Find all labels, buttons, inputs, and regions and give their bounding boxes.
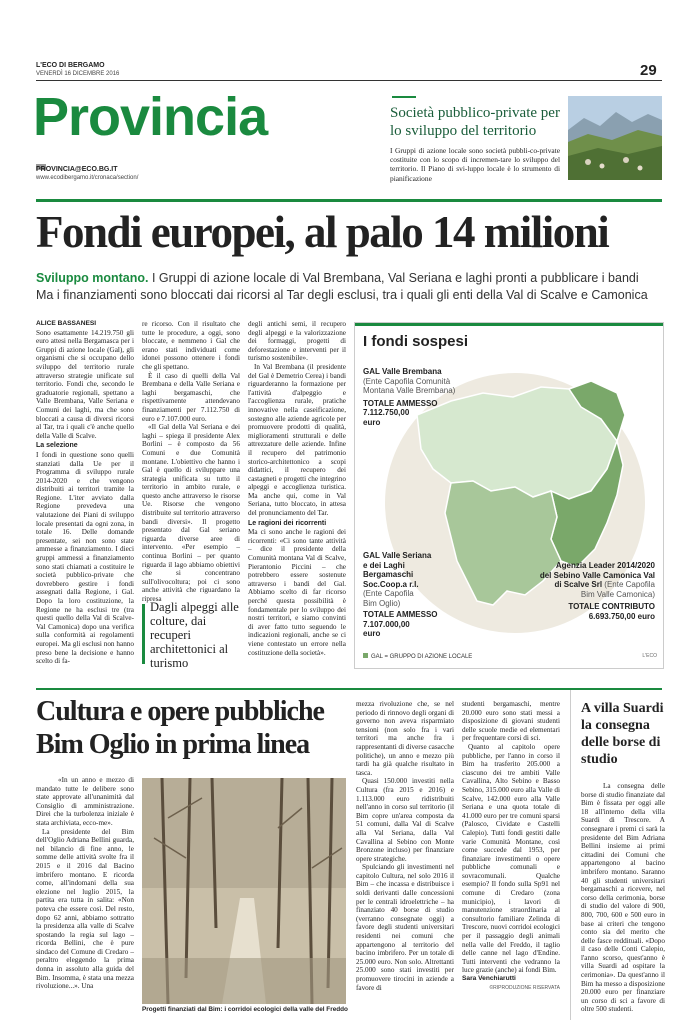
pullquote-bar [142,604,145,664]
map-legend [363,653,472,660]
paper-name: L'ECO DI BERGAMO [36,62,105,69]
article1-subhead-ricorrenti: Le ragioni dei ricorrenti [248,519,327,527]
gal3-block [540,561,655,621]
article2-headline-2: Bim Oglio in prima linea [36,729,310,760]
map-credit: L'ECO [642,653,657,659]
article2-col1 [36,776,134,991]
gal1-amount: 7.112.750,00 [363,408,410,417]
article1-p6: degli antichi semi, il recupero degli alpeggi e la valorizzazione dei formaggi, progetti di deforestazione e interventi per il turismo sostenibile». [248,320,346,363]
article2-p5: Spulciando gli investimenti nel capitolo Cultura, nel solo 2016 il Bim – che incassa e distribuisce i soldi derivanti dalle concessioni per le centrali idroelettriche – ha finanziato 40 borse di studio (verranno consegnate oggi) a favore degli studenti universitari residenti nei comuni che appartengono al territorio del bacino imbrifero. Per un totale di 25.000 euro. Non solo. Altrettanti 25.000 sono stati investiti per promuovere tirocini in aziende a favore di [356,863,454,992]
article2-p2: La presidente del Bim dell'Oglio Adriana Bellini guarda, nel bilancio di fine anno, le somme delle attività svolte fra il 2015 e il 2016 dal Bacino imbrifero montano. E ricorda come, all'indomani della sua elezione nel luglio 2015, la partita era tutta in salita: «Non poteva che essere così. Del resto, dopo 62 anni, abbiamo sottratto la presidenza alla valle di Scalve spostando la regia sul lago – ricorda Bellini, che è pure sindaco del Comune di Credaro – peraltro eleggendo la prima donna in assoluto alla guida del Bim. Insomma, è stata una mezza rivoluzione...». Una [36,827,134,991]
article1-p5: «Il Gal della Val Seriana e dei laghi – spiega il presidente Alex Borlini – è composto da 56 Comuni e due Comunità montane. L'obiettivo che hanno i Gal è quello di sviluppare una strategia unificata su tutto il territorio in ambito rurale, e questo anche attraverso le risorse Ue. Risorse che vengono distribuite sul territorio attraverso bandi diversi». Il progetto presentato dal Gal seriano riguarda diverse aree di intervento. «Per esempio – continua Borlini – per quanto riguarda il lago abbiamo obiettivi che si concentrano sull'olivocoltura; poi ci sono anche attività che riguardano la ripresa [142,423,240,603]
subhead-kicker: Sviluppo montano. [36,271,149,285]
article1-p7: In Val Brembana (il presidente del Gal è Demetrio Cerea) i bandi riguarderanno la formazione per l'attività d'alpeggio e l'accoglienza rurale, pratiche innovative nella caseificazione, sostegno alle aziende agricole per promuovere prodotti di qualità, miglioramenti strutturali e delle attrezzature delle aziende. Infine il recupero del patrimonio storico-architettonico a scopi didattici, il recupero dei castagneti e progetti che integrino alpeggi e accoglienza turistica. Ma anche qui, come in Val Seriana, tutto bloccato, in attesa del pronunciamento del Tar. [248,362,346,518]
gal1-sub2: Montana Valle Brembana) [363,386,456,395]
sidebar-title: A villa Suardi la consegna delle borse di studio [581,701,664,767]
subhead-line2: Ma i finanziamenti sono bloccati dai ricorsi al Tar degli esclusi, tra i quali gli enti della Val di Scalve e Camonica [36,288,648,302]
sidebar-box [570,690,663,1020]
section-title: Provincia [33,87,268,147]
gal3-l3-line [540,580,655,590]
gal1-block [363,367,455,427]
middle-green-rule [36,688,662,690]
gal2-sub1: (Ente Capofila [363,589,414,598]
legend-swatch [363,653,368,658]
article1-p4: È il caso di quelli della Val Brembana e della Valle Seriana e laghi bergamaschi, che rispettivamente attendevano finanziamenti per 7.112.750 di euro e 7.107.000 euro. [142,371,240,423]
article2-headline-1: Cultura e opere pubbliche [36,696,324,727]
gal3-sub2: Bim Valle Camonica) [580,589,655,599]
map-title: I fondi sospesi [363,333,469,350]
forest-photo [142,778,346,1004]
gal1-sub1: (Ente Capofila Comunità [363,376,451,386]
page-number: 29 [640,62,657,79]
gal2-l1: GAL Valle Seriana [363,551,432,560]
gal3-l1: Agenzia Leader 2014/2020 [555,561,655,570]
gal2-unit: euro [363,629,381,638]
article2-col2 [356,700,454,992]
gal1-label: TOTALE AMMESSO [363,398,438,408]
article2-p3: mezza rivoluzione che, se nel periodo di rinnovo degli organi di governo non aveva risparmiato tensioni (non solo fra i vari territori ma anche fra i rappresentanti di diverse casacche politiche), un anno e mezzo più tardi ha già qualche risultato in tasca. [356,700,454,777]
gal1-unit: euro [363,417,381,427]
gal3-l2: del Sebino Valle Camonica Val [539,570,655,580]
teaser-body: I Gruppi di azione locale sono società pubbli-co-private costituite con lo scopo di incremen-tare lo sviluppo del territorio. Il Piano di svi-luppo locale è lo strumento di pianificazione [390,146,560,183]
article1-byline: ALICE BASSANESI [36,320,97,327]
gal2-l2: e dei Laghi [363,560,405,570]
article1-p2: I fondi in questione sono quelli stanziati dalla Ue per il Programma di sviluppo rurale 2014-2020 e che vengono distribuiti ai territori tramite la Regione. L'iter avviato dalla Regione prevedeva una valutazione dei Piani di sviluppo locale presentati da ogni zona, in totale 16. Delle domande presentate, sei non sono state ammesse a finanziamento. I dieci gruppi ammessi a finanziamento sono stati chiamati a costituire le società pubblico-private che dovrebbero gestire i fondi assegnati dalla Regione, i Gal. Dopo la loro costituzione, la Regione ne ha esclusi tre (tra questi quello della Val di Scalve-Val Camonica) dopo una verifica sulla conformità ai regolamenti europei. Ma gli esclusi non hanno preso bene la decisione e hanno scelto di fa- [36,450,134,666]
article1-p1: Sono esattamente 14.219.750 gli euro attesi nella Bergamasca per i Gruppi di azione locale (Gal), gli organismi che si occupano dello sviluppo del territorio rurale attraverso strategie unificate sul territorio. Fondi che, secondo le graduatorie regionali, spettano a Valle Brembana, Valle Seriana e Comuni dei laghi, ma che sono bloccati a causa di diversi ricorsi al Tar, tra i quali c'è anche quello della Valle di Scalve. [36,328,134,440]
article1-p8: Ma ci sono anche le ragioni dei ricorrenti: «Ci sono tante attività – dice il presidente della Comunità montana Val di Scalve, Pierantonio Piccini – che potrebbero essere sostenute attraverso i bandi del Gal. Abbiamo scelto di far ricorso perché questa possibilità è fondamentale per lo sviluppo dei nostri territori, e siamo convinti di aver fatto tutto seguendo le indicazioni regionali, anche se ci viene contestato un errore nella costituzione della società». [248,528,346,657]
gal3-l3: di Scalve Srl [554,580,603,589]
gal2-amount: 7.107.000,00 [363,619,410,629]
sidebar-body: La consegna delle borse di studio finanziate dal Bim è fissata per oggi alle 18 all'interno della villa Suardi di Trescore. A consegnare i premi ci sarà la presidente del Bim Adriana Bellini insieme ai primi cittadini dei Comuni che appartengono al bacino imbrifero montano. Saranno 40 gli studenti universitari bergamaschi a ricevere, nel corso della cerimonia, borse di studio del valore di 900, 800, 700, 600 e 500 euro in base ai criteri che tengono conto sia del merito che delle fasce reddituali. «Dopo il caso delle Conti Calepio, l'anno scorso, quest'anno è villa Suardi ad ospitare la cerimonia». Da quest'anno il Bim ha messo a disposizione 20.000 euro per finanziare un corso di sci a favore di oltre 500 studenti. [581,782,665,1014]
gal2-sub2: Bim Oglio) [363,598,401,608]
article2-p4: Quasi 150.000 investiti nella Cultura (fra 2015 e 2016) e 1.113.000 euro ridistribuiti nell'anno in corso sul territorio (il Bim copre un'area composta da 51 comuni, dalla Val di Scalve alla Val Seriana, dalla Val Cavallina al Sebino con Monte Bronzone incluso) per finanziare opere strategiche. [356,777,454,863]
valley-photo [568,96,662,180]
article1-col1 [36,320,134,666]
section-email-link[interactable]: PROVINCIA@ECO.BG.IT [36,166,118,173]
issue-date: VENERDÌ 16 DICEMBRE 2016 [36,71,120,77]
legend-text: GAL = GRUPPO DI AZIONE LOCALE [371,654,473,660]
main-headline: Fondi europei, al palo 14 milioni [36,207,609,257]
map-infographic [354,322,664,669]
section-url-link[interactable]: www.ecodibergamo.it/cronaca/section/ [36,175,139,181]
subhead-text-1: I Gruppi di azione locale di Val Brembana, Val Seriana e laghi pronti a pubblicare i bandi [151,271,639,285]
article2-p1: «In un anno e mezzo di mandato tutte le delibere sono state approvate all'unanimità dal Consiglio di amministrazione. Direi che la turbolenza iniziale è stata archiviata, ecco-me». [36,776,134,827]
article2-byline: Sara Venchiarutti [462,975,516,982]
gal2-l4: Soc.Coop.a r.l. [363,579,419,589]
mail-icon [36,157,46,163]
teaser-rule [392,96,416,98]
teaser-title: Società pubblico-private per lo sviluppo del territorio [390,105,560,139]
subhead-line1 [36,270,639,286]
article1-col2 [142,320,240,604]
article2-col3 [462,700,560,992]
gal2-l3: Bergamaschi [363,570,414,579]
gal3-sub: (Ente Capofila [604,580,655,589]
pullquote: Dagli alpeggi alle colture, dai recuperi architettonici al turismo [150,600,239,670]
article2-p6: studenti bergamaschi, mentre 20.000 euro sono stati messi a disposizione di giovani studenti delle scuole medie ed elementari per frequentare corsi di sci. [462,700,560,743]
article1-subhead-selezione: La selezione [36,442,78,450]
article1-col3 [248,320,346,657]
gal3-label: TOTALE CONTRIBUTO [568,602,655,611]
top-green-rule [36,199,662,202]
gal2-block [363,551,438,639]
gal1-name: GAL Valle Brembana [363,367,442,376]
article1-p3: re ricorso. Con il risultato che tutte le procedure, a oggi, sono bloccate, e nemmeno i Gal che erano stati individuati come idonei possono ottenere i fondi che gli spettano. [142,320,240,371]
gal3-amount: 6.693.750,00 euro [588,611,655,621]
article2-p7: Quanto al capitolo opere pubbliche, per l'anno in corso il Bim ha trasferito 205.000 a ciascuno dei tre ambiti Valle Cavallina, Alto Sebino e Basso Sebino, 315.000 euro alla Valle di Scalve, 142.000 euro alla Valle Seriana e una quota totale di 41.000 euro per tre comuni sparsi (Palosco, Cividate e Castelli Calepio). Tutti fondi gestiti dalle varie Comunità Montane, così come succede dal 1953, per finanziare investimenti o opere pubbliche comunali e sovracomunali. Qualche esempio? Il fondo sulla Sp91 nel comune di Credaro (zona municipio), i lavori di manutenzione straordinaria al consultorio familiare Zelinda di Trescore, nuovi corridoi ecologici per il passaggio degli animali nella valle del Freddo, il taglio delle canne nel lago d'Endine. Tutti interventi che vedranno la luce grazie (anche) ai fondi Bim. [462,742,560,975]
photo-caption: Progetti finanziati dal Bim: i corridoi ecologici della valle del Freddo [142,1006,348,1013]
masthead-rule [36,80,662,81]
gal2-label: TOTALE AMMESSO [363,610,438,619]
article2-rights: ©RIPRODUZIONE RISERVATA [489,984,560,991]
